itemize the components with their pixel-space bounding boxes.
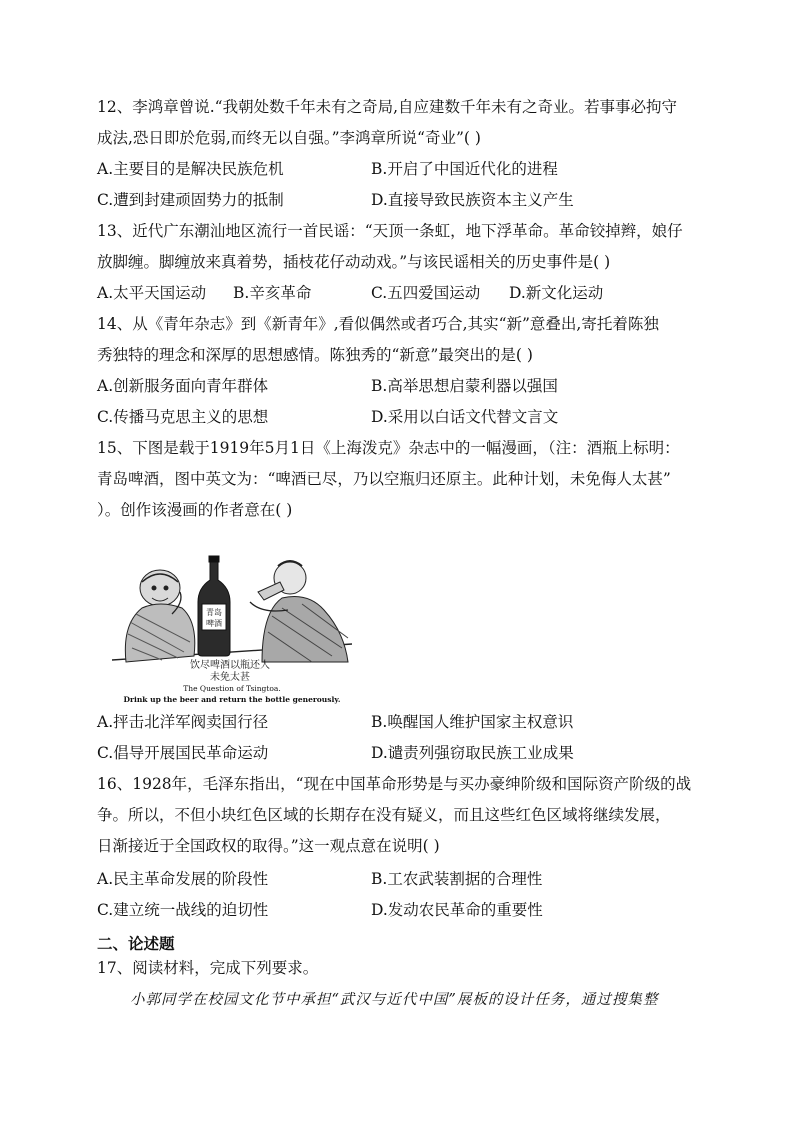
q16-option-d: D.发动农民革命的重要性 — [371, 901, 543, 919]
q13-option-a: A.太平天国运动 — [97, 284, 207, 302]
q14-stem-line2: 秀独特的理念和深厚的思想感情。陈独秀的“新意”最突出的是( ) — [97, 346, 533, 364]
q12-stem-line2: 成法,恐日即於危弱,而终无以自强。”李鸿章所说“奇业”( ) — [97, 129, 481, 147]
bottle-label-text-bottom: 啤酒 — [206, 619, 222, 628]
q14-option-c: C.传播马克思主义的思想 — [97, 408, 269, 426]
q14-stem-line1: 14、从《青年杂志》到《新青年》,看似偶然或者巧合,其实“新”意叠出,寄托着陈独 — [97, 315, 659, 333]
q12-option-d: D.直接导致民族资本主义产生 — [371, 191, 574, 209]
q16-option-c: C.建立统一战线的迫切性 — [97, 901, 269, 919]
q14-option-d: D.采用以白话文代替文言文 — [371, 408, 559, 426]
beer-bottle — [198, 556, 230, 656]
left-figure — [125, 570, 194, 662]
q17-material-paragraph: 小郭同学在校园文化节中承担“武汉与近代中国”展板的设计任务，通过搜集整 — [130, 992, 659, 1008]
q12-options-row1 — [97, 159, 697, 179]
right-figure — [250, 561, 348, 662]
q13-option-b: B.辛亥革命 — [233, 284, 312, 302]
q12-option-c: C.遭到封建顽固势力的抵制 — [97, 191, 284, 209]
cartoon-english-caption-subtitle: Drink up the beer and return the bottle generously. — [123, 695, 341, 704]
q15-stem-line1: 15、下图是载于1919年5月1日《上海泼克》杂志中的一幅漫画，（注：酒瓶上标明： — [97, 439, 680, 457]
q13-option-c: C.五四爱国运动 — [371, 284, 481, 302]
q15-options-row1 — [97, 712, 697, 732]
q16-options-row1 — [97, 869, 697, 889]
q13-stem-line2: 放脚缠。脚缠放来真着势，插枝花仔动动戏。”与该民谣相关的历史事件是( ) — [97, 253, 611, 271]
q14-option-a: A.创新服务面向青年群体 — [97, 377, 269, 395]
q15-option-a: A.抨击北洋军阀卖国行径 — [97, 713, 269, 731]
bottle-label-text-top: 青岛 — [206, 608, 222, 617]
q15-option-c: C.倡导开展国民革命运动 — [97, 744, 269, 762]
section-heading-essay: 二、论述题 — [97, 935, 175, 953]
q16-option-b: B.工农武装割据的合理性 — [371, 870, 543, 888]
q17-stem: 17、阅读材料，完成下列要求。 — [97, 959, 319, 977]
q14-options-row1 — [97, 376, 697, 396]
q15-option-b: B.唤醒国人维护国家主权意识 — [371, 713, 574, 731]
q12-stem-line1: 12、李鸿章曾说.“我朝处数千年未有之奇局,自应建数千年未有之奇业。若事事必拘守 — [97, 98, 678, 116]
cartoon-chinese-caption-bottom: 未免太甚 — [210, 672, 250, 683]
q16-stem-line1: 16、1928年，毛泽东指出，“现在中国革命形势是与买办豪绅阶级和国际资产阶级的战 — [97, 775, 692, 793]
q16-options-row2 — [97, 900, 697, 920]
q16-option-a: A.民主革命发展的阶段性 — [97, 870, 269, 888]
q15-stem-line2: 青岛啤酒，图中英文为：“啤酒已尽，乃以空瓶归还原主。此种计划，未免侮人太甚” — [97, 470, 671, 488]
q16-stem-line2: 争。所以，不但小块红色区域的长期存在没有疑义，而且这些红色区域将继续发展， — [97, 806, 671, 824]
cartoon-chinese-caption-top: 饮尽啤酒以瓶还人 — [190, 660, 270, 671]
q15-stem-line3: ）。创作该漫画的作者意在( ) — [97, 501, 293, 519]
cartoon-english-caption-title: The Question of Tsingtoa. — [183, 684, 281, 693]
q12-option-a: A.主要目的是解决民族危机 — [97, 160, 284, 178]
q16-stem-line3: 日渐接近于全国政权的取得。”这一观点意在说明( ) — [97, 837, 440, 855]
cartoon-drawing — [112, 552, 352, 704]
q13-option-d: D.新文化运动 — [509, 284, 604, 302]
q12-option-b: B.开启了中国近代化的进程 — [371, 160, 558, 178]
q14-option-b: B.高举思想启蒙利器以强国 — [371, 377, 558, 395]
q13-stem-line1: 13、近代广东潮汕地区流行一首民谣：“天顶一条虹，地下浮革命。革命铰掉辫，娘仔 — [97, 222, 683, 240]
q13-options-row — [97, 283, 697, 303]
q15-cartoon-image — [112, 552, 352, 704]
q15-options-row2 — [97, 743, 697, 763]
q15-option-d: D.谴责列强窃取民族工业成果 — [371, 744, 574, 762]
q12-options-row2 — [97, 190, 697, 210]
q14-options-row2 — [97, 407, 697, 427]
